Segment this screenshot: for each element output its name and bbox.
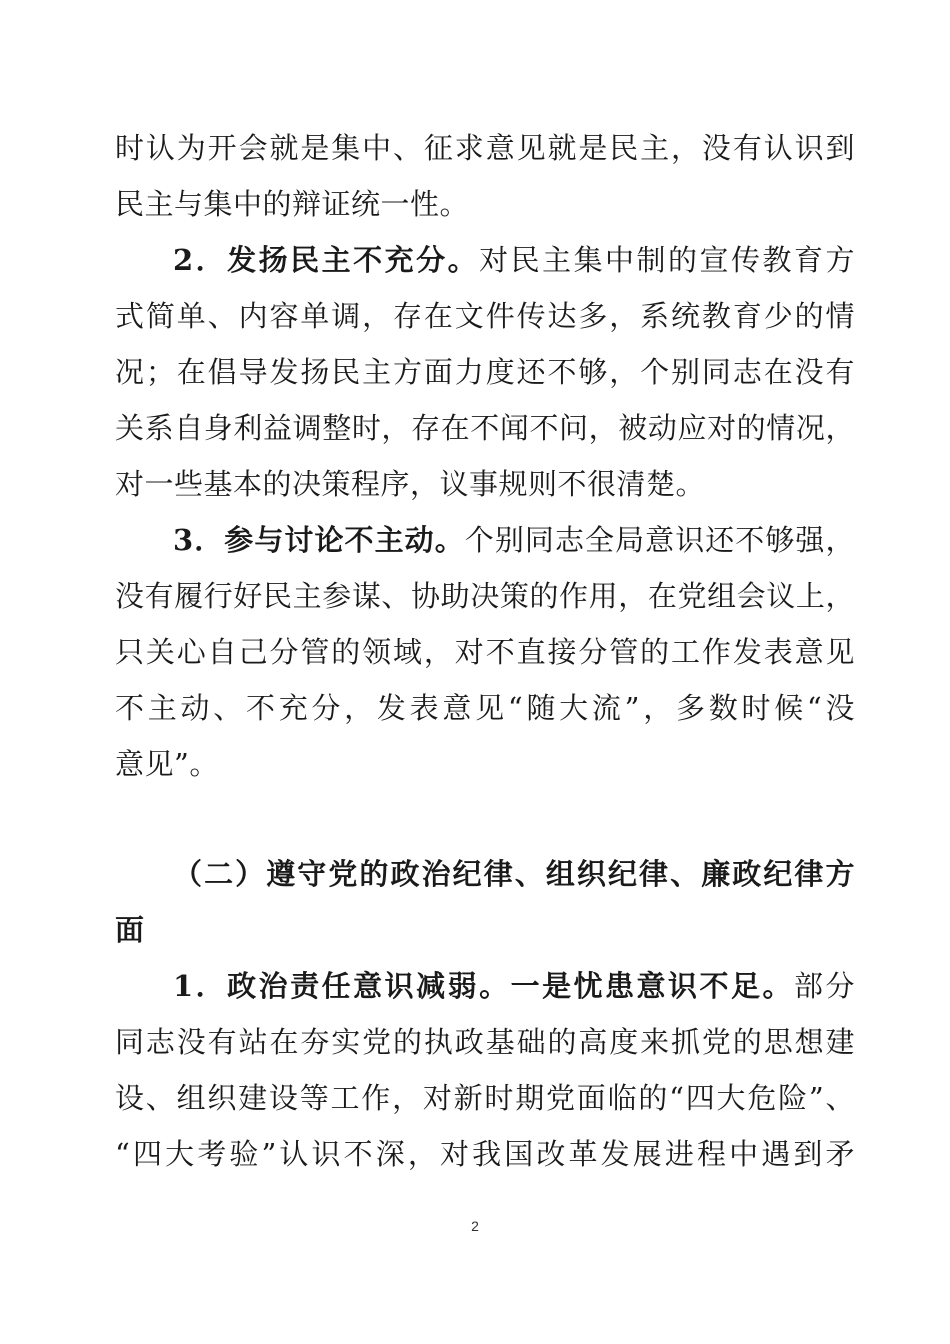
text-line: “四大考验”认识不深，对我国改革发展进程中遇到矛 xyxy=(115,1137,855,1171)
text-line: 关系自身利益调整时，存在不闻不问，被动应对的情况， xyxy=(115,411,855,445)
text-line: 没有履行好民主参谋、协助决策的作用，在党组会议上， xyxy=(115,579,855,613)
text-line: 只关心自己分管的领域，对不直接分管的工作发表意见 xyxy=(115,635,855,669)
text-line: 意见”。 xyxy=(115,747,219,781)
paragraph-text: 对民主集中制的宣传教育方 xyxy=(479,243,855,277)
text-line: 同志没有站在夯实党的执政基础的高度来抓党的思想建 xyxy=(115,1025,855,1059)
text-line: 时认为开会就是集中、征求意见就是民主，没有认识到 xyxy=(115,131,855,165)
paragraph-first-line xyxy=(173,240,855,280)
paragraph-heading: 1．政治责任意识减弱。一是忧患意识不足。 xyxy=(173,969,794,1003)
paragraph-text: 个别同志全局意识还不够强， xyxy=(464,523,855,557)
text-line: 况；在倡导发扬民主方面力度还不够，个别同志在没有 xyxy=(115,355,855,389)
section-heading-cont: 面 xyxy=(115,913,145,947)
text-line: 设、组织建设等工作，对新时期党面临的“四大危险”、 xyxy=(115,1081,855,1115)
text-line: 民主与集中的辩证统一性。 xyxy=(115,187,470,221)
text-line: 式简单、内容单调，存在文件传达多，系统教育少的情 xyxy=(115,299,855,333)
section-heading: （二）遵守党的政治纪律、组织纪律、廉政纪律方 xyxy=(173,857,855,891)
text-line: 对一些基本的决策程序，议事规则不很清楚。 xyxy=(115,467,706,501)
paragraph-heading: 2．发扬民主不充分。 xyxy=(173,243,480,277)
paragraph-heading: 3．参与讨论不主动。 xyxy=(173,523,465,557)
text-line: 不主动、不充分，发表意见“随大流”，多数时候“没 xyxy=(115,691,855,725)
paragraph-first-line xyxy=(173,520,855,560)
paragraph-text: 部分 xyxy=(794,969,855,1003)
page-number: 2 xyxy=(471,1218,479,1234)
paragraph-first-line xyxy=(173,966,855,1006)
